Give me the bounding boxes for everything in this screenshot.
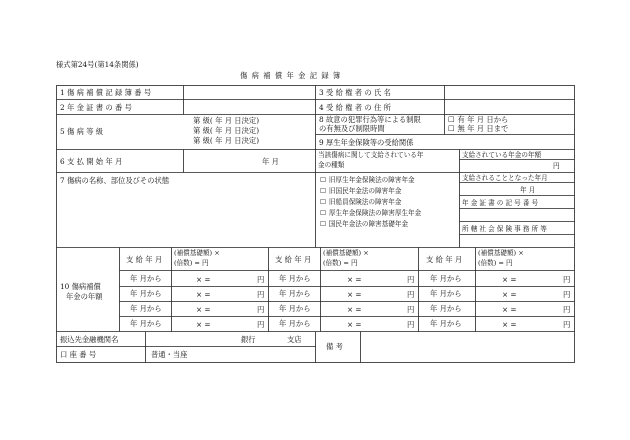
restriction-label-2: の有無及び制限時間 bbox=[319, 124, 385, 133]
base-header-2a: (補償基礎額) × bbox=[323, 249, 369, 257]
row-unit: 円 bbox=[257, 275, 265, 284]
injury-grade-label: 5 傷 病 等 級 bbox=[60, 127, 104, 136]
row-period: 年 月から bbox=[430, 274, 462, 283]
ledger-number-label: 1 傷 病 補 償 記 録 簿 番 号 bbox=[60, 88, 152, 97]
row-period: 年 月から bbox=[130, 289, 162, 298]
row-unit: 円 bbox=[257, 320, 265, 329]
row-calc: × = bbox=[502, 275, 517, 284]
row-period: 年 月から bbox=[430, 304, 462, 313]
restriction-yes-option[interactable]: ☐ 有 年 月 日から bbox=[448, 115, 508, 124]
remarks-label: 備 考 bbox=[326, 342, 343, 351]
row-period: 年 月から bbox=[130, 319, 162, 328]
period-header-1: 支 給 年 月 bbox=[126, 255, 163, 264]
account-number-label: 口 座 番 号 bbox=[60, 350, 97, 359]
pension-type-option-1[interactable]: ☐ 旧厚生年金保険法の障害年金 bbox=[320, 176, 415, 184]
row-period: 年 月から bbox=[430, 319, 462, 328]
row-calc: × = bbox=[196, 290, 211, 299]
pension-kind-label-2: 金の種類 bbox=[318, 161, 345, 169]
row-calc: × = bbox=[347, 320, 362, 329]
restriction-label-1: 8 故意の犯罪行為等による制限 bbox=[319, 115, 421, 124]
row-unit: 円 bbox=[407, 290, 415, 299]
row-period: 年 月から bbox=[130, 304, 162, 313]
base-header-1a: (補償基礎額) × bbox=[174, 249, 220, 257]
form-title: 傷 病 補 償 年 金 記 録 簿 bbox=[240, 71, 342, 80]
row-calc: × = bbox=[502, 305, 517, 314]
recipient-name-label: 3 受 給 権 者 の 氏 名 bbox=[319, 88, 391, 97]
grade-decision-2: 第 級( 年 月 日決定) bbox=[193, 126, 260, 135]
row-unit: 円 bbox=[257, 305, 265, 314]
grade-decision-3: 第 級( 年 月 日決定) bbox=[193, 136, 260, 145]
base-header-2b: (倍数) = 円 bbox=[323, 259, 358, 267]
row-unit: 円 bbox=[563, 290, 571, 299]
period-header-2: 支 給 年 月 bbox=[275, 255, 312, 264]
row-unit: 円 bbox=[563, 320, 571, 329]
base-header-3b: (倍数) = 円 bbox=[478, 259, 513, 267]
row-unit: 円 bbox=[563, 275, 571, 284]
bank-suffix: 銀行 bbox=[241, 335, 256, 344]
account-type: 普通・当座 bbox=[151, 350, 188, 359]
row-unit: 円 bbox=[407, 320, 415, 329]
row-calc: × = bbox=[347, 290, 362, 299]
payment-start-value: 年 月 bbox=[262, 157, 279, 166]
base-header-1b: (倍数) = 円 bbox=[174, 259, 209, 267]
pension-type-option-5[interactable]: ☐ 国民年金法の障害基礎年金 bbox=[320, 220, 408, 228]
pension-type-option-4[interactable]: ☐ 厚生年金保険法の障害厚生年金 bbox=[320, 209, 421, 217]
decided-month-value: 年 月 bbox=[520, 186, 536, 194]
row-period: 年 月から bbox=[130, 274, 162, 283]
paid-pension-unit: 円 bbox=[553, 162, 560, 170]
welfare-pension-label: 9 厚生年金保険等の受給関係 bbox=[319, 138, 414, 147]
row-unit: 円 bbox=[257, 290, 265, 299]
bank-name-label: 振込先金融機関名 bbox=[60, 335, 119, 344]
row-unit: 円 bbox=[407, 275, 415, 284]
injury-description-label: 7 傷病の名称、部位及びその状態 bbox=[60, 176, 170, 185]
row-unit: 円 bbox=[563, 305, 571, 314]
row-calc: × = bbox=[347, 275, 362, 284]
row-period: 年 月から bbox=[279, 274, 311, 283]
certificate-number-label: 2 年 金 証 書 の 番 号 bbox=[60, 103, 132, 112]
row-calc: × = bbox=[196, 275, 211, 284]
branch-suffix: 支店 bbox=[287, 335, 302, 344]
row-period: 年 月から bbox=[430, 289, 462, 298]
grade-decision-1: 第 級( 年 月 日決定) bbox=[193, 116, 260, 125]
row-unit: 円 bbox=[407, 305, 415, 314]
row-calc: × = bbox=[196, 320, 211, 329]
pension-type-option-3[interactable]: ☐ 旧船員保険法の障害年金 bbox=[320, 198, 401, 206]
base-header-3a: (補償基礎額) × bbox=[478, 249, 524, 257]
row-period: 年 月から bbox=[279, 289, 311, 298]
row-calc: × = bbox=[502, 320, 517, 329]
annual-pension-label-1: 10 傷病補償 bbox=[60, 282, 101, 291]
row-calc: × = bbox=[347, 305, 362, 314]
pension-kind-label-1: 当該傷病に関して支給されている年 bbox=[318, 151, 424, 159]
office-label: 所 轄 社 会 保 険 事 務 所 等 bbox=[462, 225, 547, 233]
payment-start-label: 6 支 払 開 始 年 月 bbox=[60, 157, 123, 166]
pension-type-option-2[interactable]: ☐ 旧国民年金法の障害年金 bbox=[320, 187, 401, 195]
row-calc: × = bbox=[196, 305, 211, 314]
row-period: 年 月から bbox=[279, 319, 311, 328]
row-calc: × = bbox=[502, 290, 517, 299]
form-number: 様式第24号(第14条関係) bbox=[56, 60, 139, 69]
annual-pension-label-2: 年金の年額 bbox=[66, 292, 103, 301]
cert-code-label: 年 金 証 書 の 記 号 番 号 bbox=[462, 199, 539, 207]
period-header-3: 支 給 年 月 bbox=[426, 255, 463, 264]
recipient-address-label: 4 受 給 権 者 の 住 所 bbox=[319, 103, 391, 112]
restriction-no-option[interactable]: ☐ 無 年 月 日まで bbox=[448, 124, 508, 133]
decided-month-label: 支給されることとなった年月 bbox=[462, 174, 548, 182]
paid-pension-label: 支給されている年金の年額 bbox=[462, 151, 542, 159]
row-period: 年 月から bbox=[279, 304, 311, 313]
